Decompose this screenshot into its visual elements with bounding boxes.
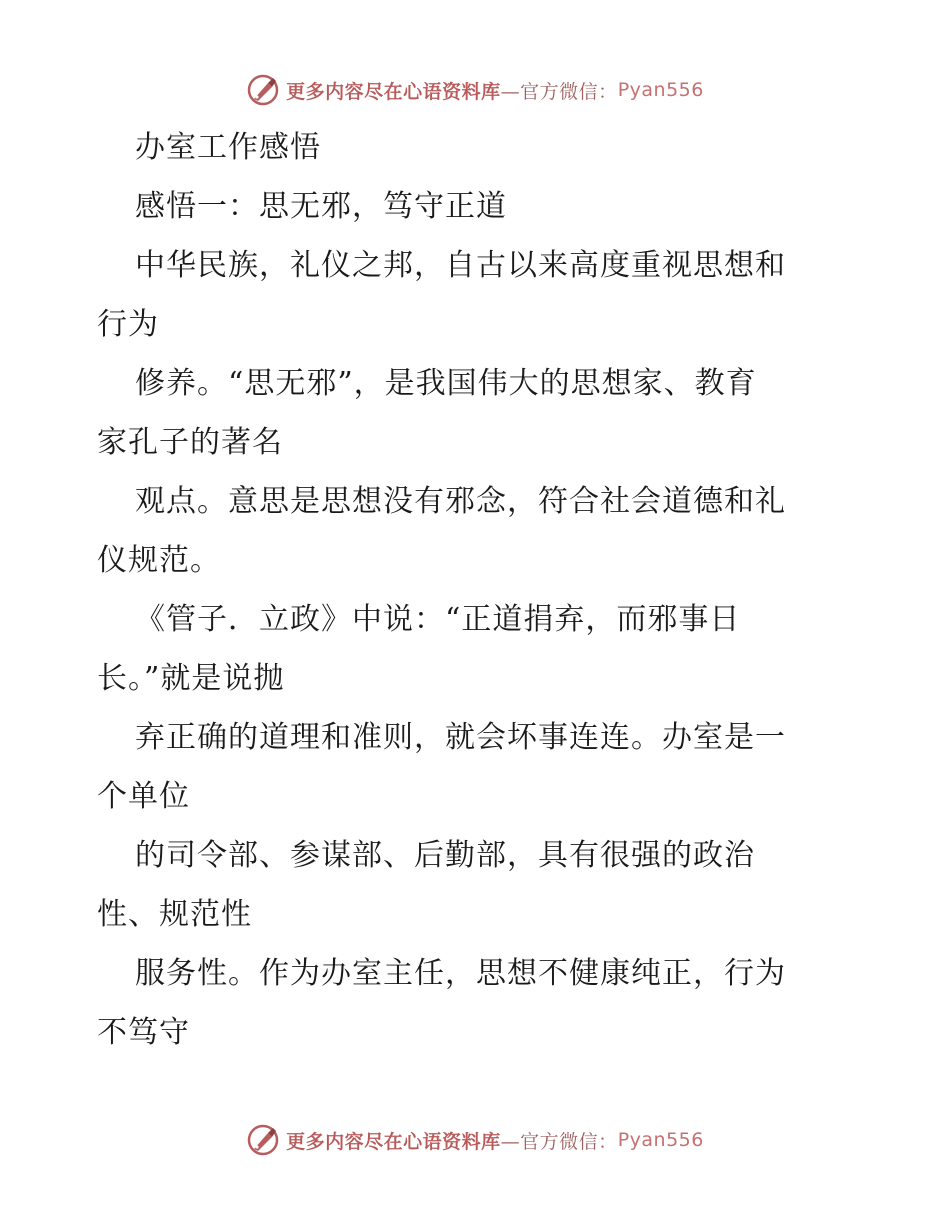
watermark-wechat-id: Pyan556 bbox=[617, 1129, 704, 1151]
watermark-wechat-id: Pyan556 bbox=[617, 79, 704, 101]
watermark-prefix: 更多内容尽在心语资料库 bbox=[286, 1130, 501, 1153]
pen-nib-icon bbox=[246, 73, 280, 107]
watermark-suffix: —官方微信： bbox=[500, 1130, 618, 1153]
doc-line: 的司令部、参谋部、后勤部，具有很强的政治 bbox=[135, 838, 755, 873]
doc-line: 办室工作感悟 bbox=[135, 130, 321, 165]
pen-nib-icon bbox=[246, 1123, 280, 1157]
doc-line: 性、规范性 bbox=[97, 897, 252, 932]
doc-line: 中华民族，礼仪之邦，自古以来高度重视思想和 bbox=[135, 248, 786, 283]
document-body bbox=[97, 118, 857, 1062]
doc-line: 不笃守 bbox=[97, 1015, 190, 1050]
doc-line: 修养。“思无邪”，是我国伟大的思想家、教育 bbox=[135, 366, 757, 401]
doc-line: 行为 bbox=[97, 307, 159, 342]
doc-line: 感悟一：思无邪，笃守正道 bbox=[135, 189, 507, 224]
footer-watermark bbox=[0, 1120, 950, 1160]
doc-line: 服务性。作为办室主任，思想不健康纯正，行为 bbox=[135, 956, 786, 991]
doc-line: 《管子．立政》中说：“正道捐弃，而邪事日 bbox=[135, 602, 741, 637]
doc-line: 长。”就是说抛 bbox=[97, 661, 285, 696]
doc-line: 个单位 bbox=[97, 779, 190, 814]
doc-line: 弃正确的道理和准则，就会坏事连连。办室是一 bbox=[135, 720, 786, 755]
watermark-prefix: 更多内容尽在心语资料库 bbox=[286, 80, 501, 103]
watermark-suffix: —官方微信： bbox=[500, 80, 618, 103]
doc-line: 家孔子的著名 bbox=[97, 425, 283, 460]
doc-line: 观点。意思是思想没有邪念，符合社会道德和礼 bbox=[135, 484, 786, 519]
header-watermark bbox=[0, 70, 950, 110]
doc-line: 仪规范。 bbox=[97, 543, 221, 578]
